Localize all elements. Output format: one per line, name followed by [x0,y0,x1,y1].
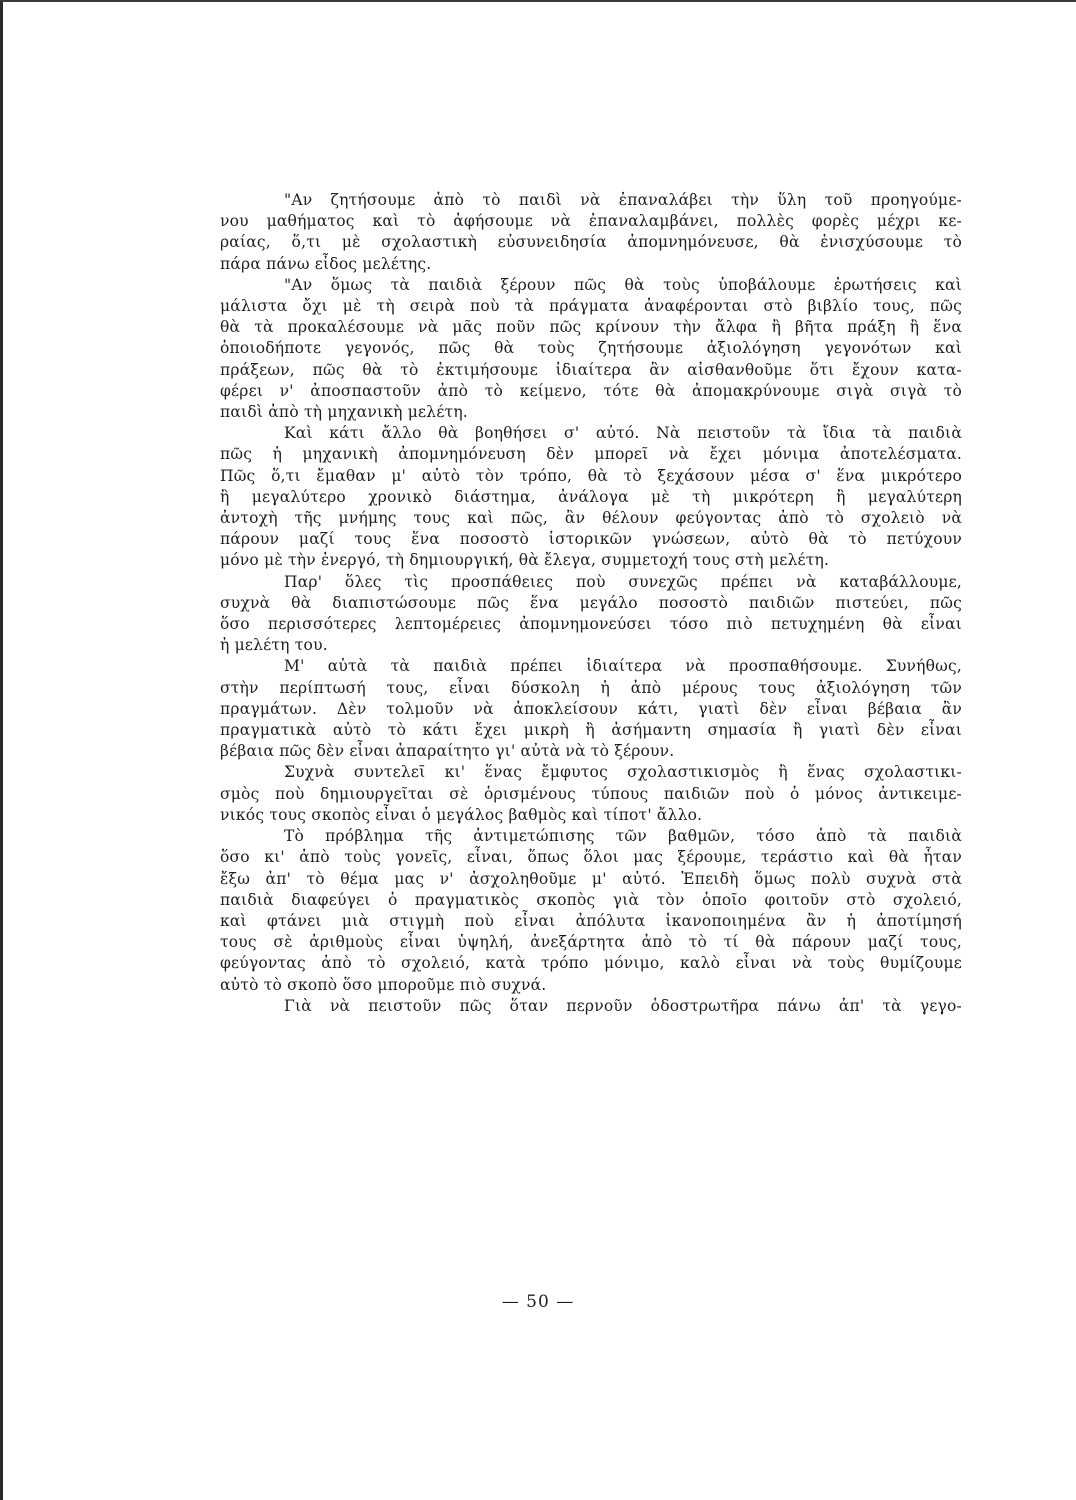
text-line: Πῶς ὅ,τι ἔμαθαν μ' αὐτὸ τὸν τρόπο, θὰ τὸ ξεχάσουν μέσα σ' ἕνα μικρότερο [220,466,962,485]
text-line: πράξεων, πῶς θὰ τὸ ἐκτιμήσουμε ἰδιαίτερα ἂν αἰσθανθοῦμε ὅτι ἔχουν κατα- [220,360,962,379]
text-line: Γιὰ νὰ πειστοῦν πῶς ὅταν περνοῦν ὁδοστρωτῆρα πάνω ἀπ' τὰ γεγο- [284,996,962,1015]
paragraph-8 [220,996,962,1017]
text-line: ἡ μελέτη του. [220,636,328,655]
text-line: ἔξω ἀπ' τὸ θέμα μας ν' ἀσχοληθοῦμε μ' αὐτό. Ἐπειδὴ ὅμως πολὺ συχνὰ στὰ [220,869,962,888]
text-line: νικός τους σκοπὸς εἶναι ὁ μεγάλος βαθμὸς καὶ τίποτ' ἄλλο. [220,805,703,824]
text-line: στὴν περίπτωσή τους, εἶναι δύσκολη ἡ ἀπὸ μέρους τους ἀξιολόγηση τῶν [220,678,962,697]
page-edge-left [0,0,3,1500]
text-line: Τὸ πρόβλημα τῆς ἀντιμετώπισης τῶν βαθμῶν, τόσο ἀπὸ τὰ παιδιὰ [284,827,962,846]
text-line: ὅσο περισσότερες λεπτομέρειες ἀπομνημονεύσει τόσο πιὸ πετυχημένη θὰ εἶναι [220,615,962,634]
text-line: Μ' αὐτὰ τὰ παιδιὰ πρέπει ἰδιαίτερα νὰ προσπαθήσουμε. Συνήθως, [284,657,962,676]
text-line: αὐτὸ τὸ σκοπὸ ὅσο μποροῦμε πιὸ συχνά. [220,975,547,994]
text-line: πάρουν μαζί τους ἕνα ποσοστὸ ἱστορικῶν γνώσεων, αὐτὸ θὰ τὸ πετύχουν [220,530,962,549]
paragraph-2 [220,275,962,423]
body-text [220,190,962,1017]
text-line: βέβαια πῶς δὲν εἶναι ἀπαραίτητο γι' αὐτὰ νὰ τὸ ξέρουν. [220,742,675,761]
text-line: Παρ' ὅλες τὶς προσπάθειες ποὺ συνεχῶς πρέπει νὰ καταβάλλουμε, [284,572,962,591]
text-line: πάρα πάνω εἶδος μελέτης. [220,254,432,273]
text-line: νου μαθήματος καὶ τὸ ἀφήσουμε νὰ ἐπαναλαμβάνει, πολλὲς φορὲς μέχρι κε- [220,212,962,231]
text-line: πῶς ἡ μηχανικὴ ἀπομνημόνευση δὲν μπορεῖ νὰ ἔχει μόνιμα ἀποτελέσματα. [220,445,962,464]
text-line: φέρει ν' ἀποσπαστοῦν ἀπὸ τὸ κείμενο, τότε θὰ ἀπομακρύνουμε σιγὰ σιγὰ τὸ [220,381,962,400]
text-line: πραγμάτων. Δὲν τολμοῦν νὰ ἀποκλείσουν κάτι, γιατὶ δὲν εἶναι βέβαια ἂν [220,699,962,718]
paragraph-6 [220,762,962,826]
text-line: ὁποιοδήποτε γεγονός, πῶς θὰ τοὺς ζητήσουμε ἀξιολόγηση γεγονότων καὶ [220,339,962,358]
text-line: ἀντοχὴ τῆς μνήμης τους καὶ πῶς, ἂν θέλουν φεύγοντας ἀπὸ τὸ σχολειὸ νὰ [220,509,962,528]
text-line: θὰ τὰ προκαλέσουμε νὰ μᾶς ποῦν πῶς κρίνουν τὴν ἄλφα ἢ βῆτα πράξη ἢ ἕνα [220,318,962,337]
paragraph-3 [220,423,962,571]
text-line: μόνο μὲ τὴν ἐνεργό, τὴ δημιουργική, θὰ ἔλεγα, συμμετοχή τους στὴ μελέτη. [220,551,830,570]
text-line: ραίας, ὅ,τι μὲ σχολαστικὴ εὐσυνειδησία ἀπομνημόνευσε, θὰ ἐνισχύσουμε τὸ [220,233,962,252]
paragraph-1 [220,190,962,275]
paragraph-4 [220,572,962,657]
text-line: πραγματικὰ αὐτὸ τὸ κάτι ἔχει μικρὴ ἢ ἀσήμαντη σημασία ἢ γιατὶ δὲν εἶναι [220,721,962,740]
text-line: ὅσο κι' ἀπὸ τοὺς γονεῖς, εἶναι, ὅπως ὅλοι μας ξέρουμε, τεράστιο καὶ θὰ ἦταν [220,848,962,867]
text-line: συχνὰ θὰ διαπιστώσουμε πῶς ἕνα μεγάλο ποσοστὸ παιδιῶν πιστεύει, πῶς [220,593,962,612]
text-line: παιδὶ ἀπὸ τὴ μηχανικὴ μελέτη. [220,403,468,422]
text-line: μάλιστα ὄχι μὲ τὴ σειρὰ ποὺ τὰ πράγματα ἀναφέρονται στὸ βιβλίο τους, πῶς [220,297,962,316]
page-number: — 50 — [501,1292,575,1312]
text-line: Συχνὰ συντελεῖ κι' ἕνας ἔμφυτος σχολαστικισμὸς ἢ ἕνας σχολαστικι- [284,763,962,782]
paragraph-5 [220,656,962,762]
text-line: καὶ φτάνει μιὰ στιγμὴ ποὺ εἶναι ἀπόλυτα ἱκανοποιημένα ἂν ἡ ἀποτίμησή [220,911,962,930]
text-line: φεύγοντας ἀπὸ τὸ σχολειό, κατὰ τρόπο μόνιμο, καλὸ εἶναι νὰ τοὺς θυμίζουμε [220,954,962,973]
text-line: ἢ μεγαλύτερο χρονικὸ διάστημα, ἀνάλογα μὲ τὴ μικρότερη ἢ μεγαλύτερη [220,487,962,506]
page-edge-top [0,0,1076,2]
paragraph-7 [220,826,962,996]
text-line: "Αν ὅμως τὰ παιδιὰ ξέρουν πῶς θὰ τοὺς ὑποβάλουμε ἐρωτήσεις καὶ [284,275,962,294]
text-line: σμὸς ποὺ δημιουργεῖται σὲ ὁρισμένους τύπους παιδιῶν ποὺ ὁ μόνος ἀντικειμε- [220,784,962,803]
text-line: παιδιὰ διαφεύγει ὁ πραγματικὸς σκοπὸς γιὰ τὸν ὁποῖο φοιτοῦν στὸ σχολειό, [220,890,962,909]
text-line: τους σὲ ἀριθμοὺς εἶναι ὑψηλή, ἀνεξάρτητα ἀπὸ τὸ τί θὰ πάρουν μαζί τους, [220,933,962,952]
text-line: Καὶ κάτι ἄλλο θὰ βοηθήσει σ' αὐτό. Νὰ πειστοῦν τὰ ἴδια τὰ παιδιὰ [284,424,962,443]
text-line: "Αν ζητήσουμε ἀπὸ τὸ παιδὶ νὰ ἐπαναλάβει τὴν ὕλη τοῦ προηγούμε- [284,191,962,209]
